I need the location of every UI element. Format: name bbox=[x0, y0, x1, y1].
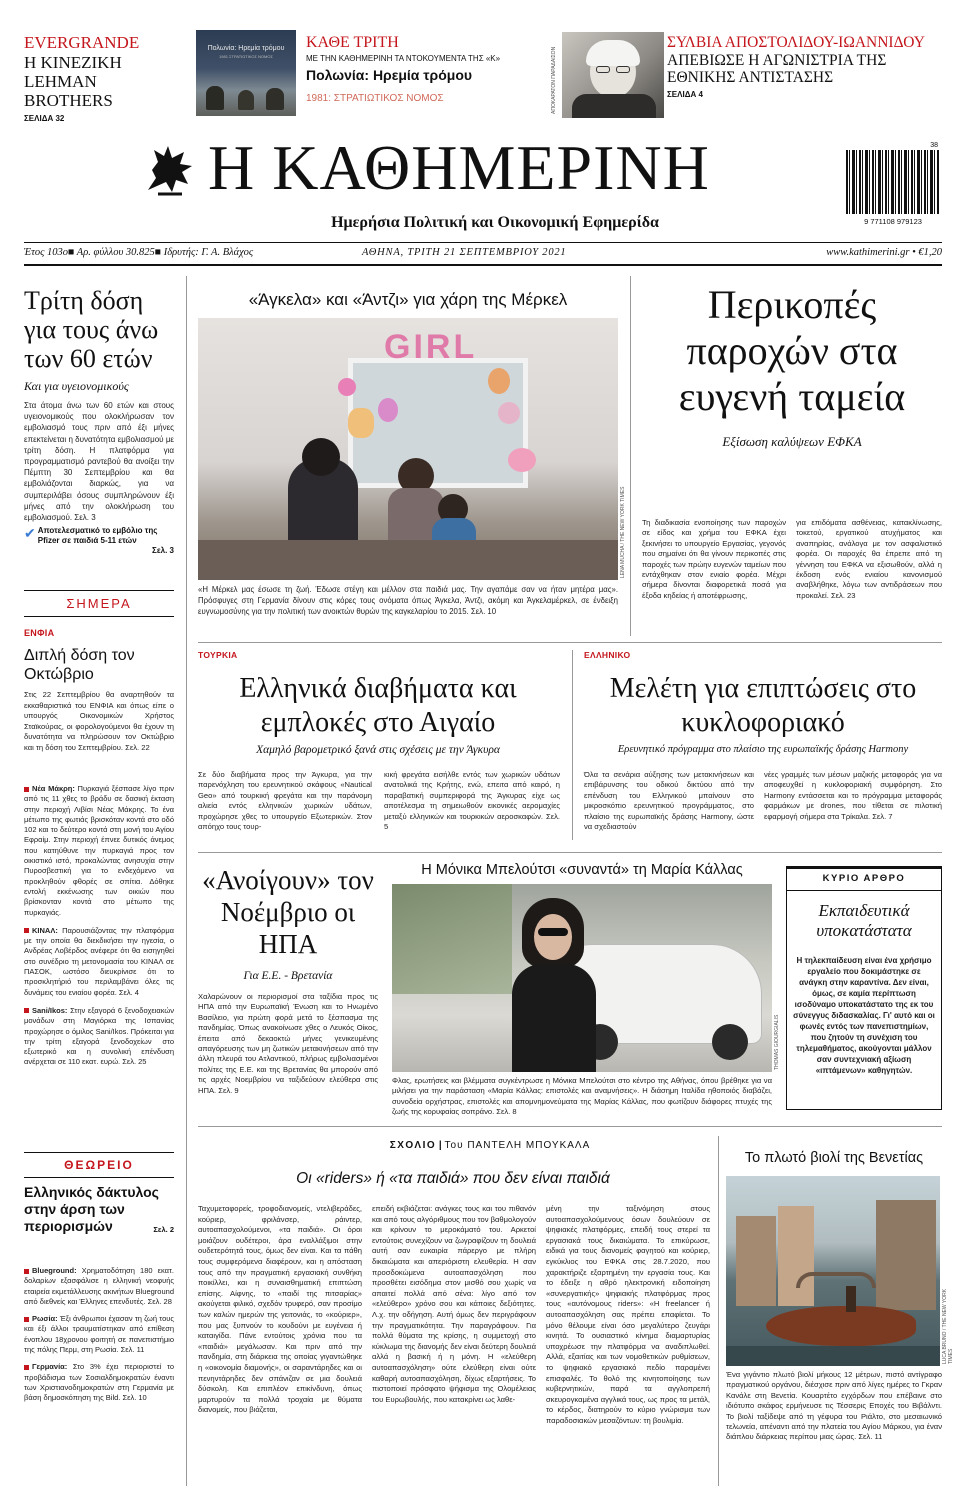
brief-text: Στο 3% έχει περιοριστεί το προβάδισμα των Σοσιαλδημοκρατών έναντι των Χριστιανοδημοκρατών στη Γερμανία με βάση δημοσκόπηση της Bild. Σελ. 10 bbox=[24, 1362, 174, 1403]
balloon-text: GIRL bbox=[384, 328, 478, 366]
traffic-col1: Όλα τα σενάρια αύξησης των μετακινήσεων και επιβάρυνσης του οδικού δικτύου από την επένδυση του Ελληνικού μπαίνουν στο μικροσκόπιο ερευνητικού προγράμματος, στο πλαίσιο της ευρωπαϊκής δράσης Harmony, ώστε να σχεδιαστούν bbox=[584, 770, 754, 832]
editorial-body: Η τηλεκπαίδευση είναι ένα χρήσιμο εργαλείο που δοκιμάστηκε σε ανάγκη στην καραντίνα. Δεν είναι, όμως, σε καμία περίπτωση ισοδύναμο υποκατάστατο της εκ του σύνεγγυς διδασκαλίας. Γι' αυτό και οι φωνές εντός των πανεπιστημίων, που ζητούν τη συνέχιση του τηλεμαθήματος, ακούγονται μάλλον σαν συντεχνιακή αξίωση «ιπτάμενων» καθηγητών. bbox=[793, 956, 935, 1075]
efka-title: Περικοπές παροχών στα ευγενή ταμεία bbox=[678, 282, 906, 419]
venice-photo bbox=[726, 1176, 940, 1366]
efka-story[interactable] bbox=[642, 282, 942, 450]
brief-text: Χρηματοδότηση 180 εκατ. δολαρίων εξασφάλισε η ελληνική νεοφυής εταιρεία εκμετάλλευσης ακινήτων Blueground από διεθνείς και Έλληνες επενδυτές. Σελ. 28 bbox=[24, 1266, 174, 1306]
turkey-kicker: ΤΟΥΡΚΙΑ bbox=[198, 650, 238, 660]
turkey-col2: κική φρεγάτα εισήλθε εντός των χωρικών υδάτων ανατολικά της Κρήτης, ενώ, επειτα από καιρό, η παραβατική συμπεριφορά της Άγκυρας είχε ως αποτέλεσμα τη σημειωθούν εικονικές αερομαχίες μεταξύ ελληνικών και τουρκικών αεροσκαφών. Σελ. 5 bbox=[384, 770, 560, 832]
efka-col2: για επιδόματα ασθένειας, κατακλίνωσης, τοκετού, εργατικού ατυχήματος και αναπηρίας, ανάλογα με τον ασφαλιστικό φορέα. Οι παροχές θα έπρεπε από τη γέννηση του ΕΦΚΑ να εξισωθούν, αλλά η έκδοση ενός ενιαίου κανονισμού αναβλήθηκε, λόγω των αντιδράσεων που προκαλεί. Σελ. 23 bbox=[796, 518, 942, 600]
teaser-note: 1981: ΣΤΡΑΤΙΩΤΙΚΟΣ ΝΟΜΟΣ bbox=[306, 93, 444, 104]
theoreio-items bbox=[24, 1266, 174, 1404]
teaser-title: Η ΚΙΝΕΖΙΚΗ LEHMAN BROTHERS bbox=[24, 53, 122, 110]
brief-lead: Ρωσία: bbox=[32, 1314, 58, 1324]
teaser-obituary[interactable] bbox=[667, 34, 942, 99]
dateline-site: www.kathimerini.gr • €1,20 bbox=[826, 247, 942, 258]
teaser-title: ΑΠΕΒΙΩΣΕ Η ΑΓΩΝΙΣΤΡΙΑ ΤΗΣ ΕΘΝΙΚΗΣ ΑΝΤΙΣΤΑΣΗΣ bbox=[667, 52, 887, 86]
merkel-photo bbox=[198, 318, 618, 580]
editorial-label: ΚΥΡΙΟ ΑΡΘΡΟ bbox=[822, 873, 906, 884]
traffic-kicker: ΕΛΛΗΝΙΚΟ bbox=[584, 650, 631, 660]
book-subtitle: 1981 ΣΤΡΑΤΙΩΤΙΚΟΣ ΝΟΜΟΣ bbox=[219, 54, 273, 59]
portrait-image bbox=[562, 32, 664, 118]
merkel-title: «Άγκελα» και «Άντζι» για χάρη της Μέρκελ bbox=[248, 290, 568, 309]
theoreio-title: Ελληνικός δάκτυλος στην άρση των περιορισμών bbox=[24, 1184, 159, 1234]
venice-title: Το πλωτό βιολί της Βενετίας bbox=[744, 1150, 924, 1166]
simera-story[interactable] bbox=[24, 628, 174, 753]
merkel-caption: «Η Μέρκελ μας έσωσε τη ζωή. Έδωσε στέγη και μέλλον στα παιδιά μας. Την αγαπάμε σαν να ήταν μητέρα μας». Πρόσφυγες στη Γερμανία δίνουν στις κόρες τους ονόματα όπως Άγκελα, Άντζι, ακόμη και Άγκελαμέρκελ, σε ένδειξη ευγνωμοσύνης για την πολιτική των ανοικτών θυρών της καγκελαρίου το 2015. Σελ. 10 bbox=[198, 585, 618, 616]
theoreio-item[interactable] bbox=[24, 1314, 174, 1355]
brief-item[interactable] bbox=[24, 1006, 174, 1068]
teaser-page: ΣΕΛΙΔΑ 4 bbox=[667, 90, 703, 99]
brief-lead: Νέα Μάκρη: bbox=[32, 784, 75, 793]
turkey-col1: Σε δύο διαβήματα προς την Άγκυρα, για την παρενόχληση του ερευνητικού σκάφους «Nautical Geo» από τουρκική φρεγάτα και την παράνομη αλιεία εντός ελληνικών χωρικών υδάτων, προχώρησε χθες το υπουργείο Εξωτερικών. Στον απόηχο τους τουρ- bbox=[198, 770, 372, 832]
brief-lead: Γερμανία: bbox=[32, 1362, 68, 1372]
brief-text: Παρουσιάζοντας την πλατφόρμα με την οποία θα διεκδικήσει την ηγεσία, ο Ανδρέας Λοβέρδος ανέφερε ότι θα εισηγηθεί στο συνέδριο τη μετονομασία του ΚΙΝΑΛ σε ΠΑΣΟΚ, ωστόσο διευκρίνισε ότι το προσκλητήριό του περιλαμβάνει όλες τις δυνάμεις του ενιαίου φορέα. Σελ. 4 bbox=[24, 925, 175, 997]
traffic-story[interactable] bbox=[584, 650, 942, 755]
left-lead-check: Αποτελεσματικό το εμβόλιο της Pfizer σε παιδιά 5-11 ετών bbox=[37, 526, 158, 546]
teaser-kicker: ΚΑΘΕ ΤΡΙΤΗ bbox=[306, 34, 399, 51]
photo-credit: THOMAS GIOURGIALIS bbox=[774, 1014, 780, 1070]
teaser-kicker: EVERGRANDE bbox=[24, 33, 140, 52]
brief-text: Πυρκαγιά ξέσπασε λίγο πριν από τις 11 χθες το βράδυ σε δασική έκταση στην περιοχή Λιβίσι Νέας Μάκρης. Το ένα μέτωπο της φωτιάς βρισκόταν κοντά στο οδό 102 και το δεύτερο κοντά στη μονή του Αγίου Εφραίμ. Στην περιοχή έπνεε δυτικός άνεμος που κατηύθυνε την πυρκαγιά προς τον οικιστικό ιστό, προκαλώντας ανησυχία στην Πυροσβεστική για το ενδεχόμενο να προκληθούν φθορές σε σπίτια. Δόθηκε εντολή εκκένωσης των οικιών που βρίσκονταν κοντά στο μέτωπο της πυρκαγιάς. bbox=[24, 784, 175, 917]
dateline-date: ΑΘΗΝΑ, ΤΡΙΤΗ 21 ΣΕΠΤΕΜΒΡΙΟΥ 2021 bbox=[362, 247, 567, 258]
comment-title: Οι «riders» ή «τα παιδιά» που δεν είναι παιδιά bbox=[296, 1170, 610, 1187]
left-lead-title: Τρίτη δόση για τους άνω των 60 ετών bbox=[24, 286, 159, 373]
brief-lead: ΚΙΝΑΛ: bbox=[32, 925, 58, 935]
traffic-subtitle: Ερευνητικό πρόγραμμα στο πλαίσιο της ευρωπαϊκής δράσης Harmony bbox=[617, 744, 909, 755]
masthead-subtitle: Ημερήσια Πολιτική και Οικονομική Εφημερίδα bbox=[331, 214, 659, 231]
comment-col3: μένη την ταξινόμηση στους αυτοαπασχολούμενους όσων δουλεύουν σε ψηφιακές πλατφόρμες, επειδή τους στερεί τα εργασιακά τους δικαιώματα. Το επικύρωσε, ειδικά για τους διανομείς φαγητού και κούριερ, εγκύκλιος του ΕΦΚΑ στις 28.7.2020, που χαρακτήριζε εξαρτημένη την εργασία τους. Και το έδειξε η αθρό ηλεκτρονική ειδοποίηση «συνεργατικής» ψηφιακής πλατφόρμας προς τους «αυτόνομους riders»: «Η freelancer ή αυτοαπασχόληση σας πρέπει επαφίεται. Το μόνο θέλουμε είναι όσο μεγαλύτερο ζευγάρι κινητά. Το ουσιαστικό κίνημα διαμαρτυρίας υποχρέωσε την πλατφόρμα να αναδιπλωθεί. Αλλά, εξαιτίας και των νομοθετικών ρυθμίσεων, το ψηφιακό εργασιακό πεδίο παραμένει επισφαλές. Το θολό της κινητοποίησης των κυβερνητικών, παρά τα αγγλοπρεπή σκευρογκαμένα αγγλικά τους, ως προς τα μετάλ, το κέρδος, διατηρούν το κύριο γνώρισμα των παραδοσιακών μεσαζόντων: τη βουλιμία. bbox=[546, 1204, 710, 1425]
theoreio-page: Σελ. 2 bbox=[153, 1225, 174, 1234]
teaser-kicker: ΣΥΛΒΙΑ ΑΠΟΣΤΟΛΙΔΟΥ-ΙΩΑΝΝΙΔΟΥ bbox=[667, 34, 925, 51]
teaser-page: ΣΕΛΙΔΑ 32 bbox=[24, 114, 65, 123]
editorial-title: Εκπαιδευτικά υποκατάστατα bbox=[816, 901, 912, 940]
griffin-logo-icon bbox=[138, 140, 200, 198]
usa-body: Χαλαρώνουν οι περιορισμοί στα ταξίδια προς τις ΗΠΑ από την Ευρωπαϊκή Ένωση και το Ηνωμένο Βασίλειο, για πρώτη φορά μετά το ξέσπασμα της πανδημίας. Όπως ανακοίνωσε χθες ο Λευκός Οίκος, έπειτα από δεκαοκτώ μήνες γενικευμένης απαγόρευσης των μη ζωτικών μετακινήσεων από την άλλη πλευρά του Ατλαντικού, πλήρως εμβολιασμένοι πολίτες της Ε.Ε. και της Βρετανίας θα μπορούν από τις αρχές Νοεμβρίου να ταξιδεύουν ελεύθερα στις ΗΠΑ. Σελ. 9 bbox=[198, 992, 378, 1095]
brief-text: Στην εξαγορά 6 ξενοδοχειακών μονάδων στη Μαγιόρκα της Ισπανίας προχώρησε ο όμιλος Sani/Ikos. Πρόκειται για την τρίτη εξαγορά ξενοδοχείων στο εξωτερικό και η συνολική επένδυση ανέρχεται σε 110 εκατ. ευρώ. Σελ. 25 bbox=[24, 1005, 174, 1067]
book-cover-image bbox=[196, 30, 296, 116]
masthead-title: Η ΚΑΘΗΜΕΡΙΝΗ bbox=[208, 132, 710, 203]
brief-item[interactable] bbox=[24, 784, 174, 918]
bellucci-title: Η Μόνικα Μπελούτσι «συναντά» τη Μαρία Κάλλας bbox=[421, 862, 743, 878]
teaser-evergrande[interactable] bbox=[24, 34, 189, 123]
book-title: Πολωνία: Ηρεμία τρόμου bbox=[207, 45, 285, 52]
teaser-subtitle: ΜΕ ΤΗΝ ΚΑΘΗΜΕΡΙΝΗ ΤΑ ΝΤΟΚΟΥΜΕΝΤΑ ΤΗΣ «Κ» bbox=[306, 54, 501, 63]
barcode-number: 9 771108 979123 bbox=[864, 217, 922, 226]
editorial-box[interactable] bbox=[786, 866, 942, 1110]
bellucci-caption: Φλας, ερωτήσεις και βλέμματα συγκέντρωσε η Μόνικα Μπελούτσι στο κέντρο της Αθήνας, όπου βρέθηκε για να μιλήσει για την παράσταση «Μαρία Κάλλας: επιστολές και αναμνήσεις». Η διάσημη Ιταλίδα ηθοποιός διαβάζει, συνοδεία ορχήστρας, επιστολές και απομνημονεύματα της Μαρίας Κάλλας, που φωτίζουν διάφορες πτυχές της ζωής της κορυφαίας σοπράνο. Σελ. 8 bbox=[392, 1076, 772, 1117]
bellucci-photo bbox=[392, 884, 772, 1072]
efka-col1: Τη διαδικασία ενοποίησης των παροχών σε είδος και χρήμα του ΕΦΚΑ έχει ξεκινήσει το υπουργείο Εργασίας, γεγονός που σημαίνει ότι θα γίνουν περικοπές στις παροχές των πρώην ευγενών ταμείων που εντάχθηκαν στον ενιαίο φορέα. Μέχρι σήμερα δίνονται διαφορετικά ποσά για έξοδα κηδείας ή αποτέφρωσης, bbox=[642, 518, 786, 600]
dateline-issue: Έτος 103ο■ Αρ. φύλλου 30.825■ Ιδρυτής: Γ. Α. Βλάχος bbox=[24, 247, 254, 258]
usa-subtitle: Για Ε.Ε. - Βρετανία bbox=[243, 970, 333, 982]
comment-author: Του ΠΑΝΤΕΛΗ ΜΠΟΥΚΑΛΑ bbox=[444, 1140, 591, 1151]
efka-subtitle: Εξίσωση καλύψεων ΕΦΚΑ bbox=[722, 434, 862, 449]
theoreio-item[interactable] bbox=[24, 1362, 174, 1403]
comment-col2: επειδή εκβιάζεται: ανάγκες τους και του πιθανόν και από τους αλγόριθμους που τον βαθμολογούν και κρίνουν το μεροκάματό του. Αρκετοί εντούτοις συνεχίζουν να ζωγραφίζουν τη δουλειά αυτή σαν ευκαιρία πάρεργο με πλήρη δικαιώματα και απεριόριστη ελευθερία. Η σαν προσδοκώμενα αυτοαπασχόληση που προσθέτει εισόδημα στον μισθό σου χωρίς να απαιτεί πολλά από σένα: λίγο από τον «ελεύθερο» χρόνο σου και κάποιες δεξιότητες. Λ.χ. την οδήγηση. Αυτή όμως δεν περιγράφουν την πραγματικότητα. Την παραγράφουν. Για πολλά θύματα της κρίσης, η συμμετοχή στο κύκλωμα της διανομής δεν είναι δεύτερη δουλειά αλλά η βασική ή η μόνη. Η «ελεύθερη αυτοαπασχόληση» ούτε ελεύθερη είναι ούτε καθαρή αυτοαπασχόληση, δίχως εξαρτήσεις. Το πιστοποιεί πρόσφατο ψήφισμα της Ολομέλειας του Ευρωβουλής, που κατακρίνει ως λαθε- bbox=[372, 1204, 536, 1404]
brief-item[interactable] bbox=[24, 926, 174, 998]
left-lead-story[interactable] bbox=[24, 286, 174, 555]
left-lead-body: Στα άτομα άνω των 60 ετών και στους υγειονομικούς που ολοκλήρωσαν τον εμβολιασμό τους πριν από έξι μήνες επεκτείνεται η δυνατότητα εμβολιασμού με τρίτη δόση. Η πλατφόρμα για προγραμματισμό ραντεβού θα ανοίξει την Πέμπτη 30 Σεπτεμβρίου και θα εμβολιάζονται διαρκώς, για να συμπεριλάβει όσους συμπληρώνουν έξι μήνες από την ολοκλήρωση του εμβολιασμού. Σελ. 3 bbox=[24, 401, 174, 523]
brief-lead: Blueground: bbox=[32, 1266, 77, 1275]
venice-caption: Ένα γιγάντιο πλωτό βιολί μήκους 12 μέτρων, πιστό αντίγραφο πραγματικού οργάνου, διέσχισε πριν από λίγες ημέρες το Γκραν Κανάλε στη Βενετία. Κουαρτέτο εγχόρδων που επέβαινε στο ιδιότυπο σκάφος ερμήνευσε τις Τέσσερις Εποχές του Βιβάλντι. Το βιολί ταξίδεψε από τη γέφυρα του Ριάλτο, στο μεσαιωνικό τελωνεία, απέναντι από την πλατεία του Αγίου Μάρκου, για έναν διάπλου διάρκειας περίπου μιας ώρας. Σελ. 11 bbox=[726, 1370, 942, 1442]
theoreio-story[interactable] bbox=[24, 1184, 174, 1234]
comment-col1: Ταχυμεταφορείς, τροφοδιανομείς, ντελιβεράδες, κούριερ, φριλάνσερ, ράιντερ, αυτοαπασχολούμενοι, «τα παιδιά». Οι όροι μοιάζουν ουδέτεροι, άρα εναλλάξιμοι στην ουδετερότητά τους, όμως δεν είναι. Και τα πάθη τους συμφερόμενα διαφέρουν, και η απόσταση τους από την πραγματική εργασιακή συνθήκη ποικίλλει, και η συναισθηματική επιπτώση επίσης. Αίφνης, το «παιδί της πιτσαρίας» ακούγεται φιλικό, σχεδόν τρυφερό, σαν προσίμο των καλών ημερών της γειτονιάς, το «κούριερ», που μας ξυπνούν το κουδούνι με ευγένεια ή καταιγίδα. Πάνε εντούτοις χρόνια που τα «παιδιά» μεγάλωσαν. Και πριν από την πανδημία, στη διάρκεια της οποίας γιγαντώθηκε η «οικονομία διαμονής», οι σαραντάρηδες και οι πενηντάρηδες δεν σπάνιζαν σε μια δουλειά δύσκολη. Και επιπλέον επικίνδυνη, όπως μαρτυρούν τα πολλά τροχαία με θύματα διανομείς, που βιάζεται, bbox=[198, 1204, 362, 1415]
left-lead-check-page: Σελ. 3 bbox=[152, 546, 174, 556]
briefs-list bbox=[24, 784, 174, 1068]
comment-label: ΣΧΟΛΙΟ bbox=[389, 1140, 437, 1151]
teaser-title: Πολωνία: Ηρεμία τρόμου bbox=[306, 67, 473, 83]
brief-text: Έξι άνθρωποι έχασαν τη ζωή τους και έξι άλλοι τραυματίστηκαν από επίθεση ένοπλου 18χρονου φοιτητή σε πανεπιστήμιο της πόλης Περμ, στη Ρωσία. Σελ. 11 bbox=[24, 1314, 174, 1355]
barcode-top-number: 38 bbox=[930, 142, 938, 149]
photo-credit: LUCA BRUNO / THE NEW YORK TIMES bbox=[942, 1288, 954, 1364]
theoreio-label: ΘΕΩΡΕΙΟ bbox=[64, 1158, 134, 1172]
simera-title: Διπλή δόση τον Οκτώβριο bbox=[24, 647, 135, 683]
checkmark-icon: ✔ bbox=[24, 527, 36, 543]
simera-kicker: ΕΝΦΙΑ bbox=[24, 628, 55, 638]
turkey-story[interactable] bbox=[198, 650, 558, 756]
photo-credit: LENA MUCHA / THE NEW YORK TIMES bbox=[620, 486, 626, 578]
traffic-col2: νέες γραμμές των μέσων μαζικής μεταφοράς για να αποφευχθεί η κυκλοφοριακή συμφόρηση. Στο Harmony εντάσσεται και το πρόγραμμα μεταφοράς φαρμάκων με drones, που τίθεται σε πιλοτική εφαρμογή σήμερα στα Τρίκαλα. Σελ. 7 bbox=[764, 770, 942, 821]
barcode bbox=[846, 142, 940, 230]
comment-header: ΣΧΟΛΙΟ | Του ΠΑΝΤΕΛΗ ΜΠΟΥΚΑΛΑ bbox=[389, 1140, 591, 1151]
turkey-title: Ελληνικά διαβήματα και εμπλοκές στο Αιγαίο bbox=[239, 673, 517, 738]
teaser-poland[interactable] bbox=[306, 34, 556, 104]
turkey-subtitle: Χαμηλό βαρομετρικό ξανά στις σχέσεις με την Άγκυρα bbox=[256, 744, 500, 756]
theoreio-item[interactable] bbox=[24, 1266, 174, 1307]
left-lead-subtitle: Και για υγειονομικούς bbox=[24, 379, 129, 393]
traffic-title: Μελέτη για επιπτώσεις στο κυκλοφοριακό bbox=[609, 673, 917, 738]
photo-credit: ΑΠΟΚΑΡΑΤΟΝ ΠΑΡΑΔΑΙΣΟΝ bbox=[551, 46, 557, 114]
usa-story[interactable] bbox=[198, 864, 378, 1096]
simera-body: Στις 22 Σεπτεμβρίου θα αναρτηθούν τα εκκαθαριστικά του ΕΝΦΙΑ και όπως είπε ο υπουργός Οικονομικών Χρήστος Σταϊκούρας, οι φορολογούμενοι θα έχουν τη δυνατότητα να πληρώσουν τον Οκτώβριο και τη δόση του Σεπτεμβρίου. Σελ. 22 bbox=[24, 690, 174, 752]
simera-label: ΣΗΜΕΡΑ bbox=[66, 596, 132, 611]
brief-lead: Sani/Ikos: bbox=[32, 1005, 68, 1015]
usa-title: «Ανοίγουν» τον Νοέμβριο οι ΗΠΑ bbox=[202, 865, 374, 959]
